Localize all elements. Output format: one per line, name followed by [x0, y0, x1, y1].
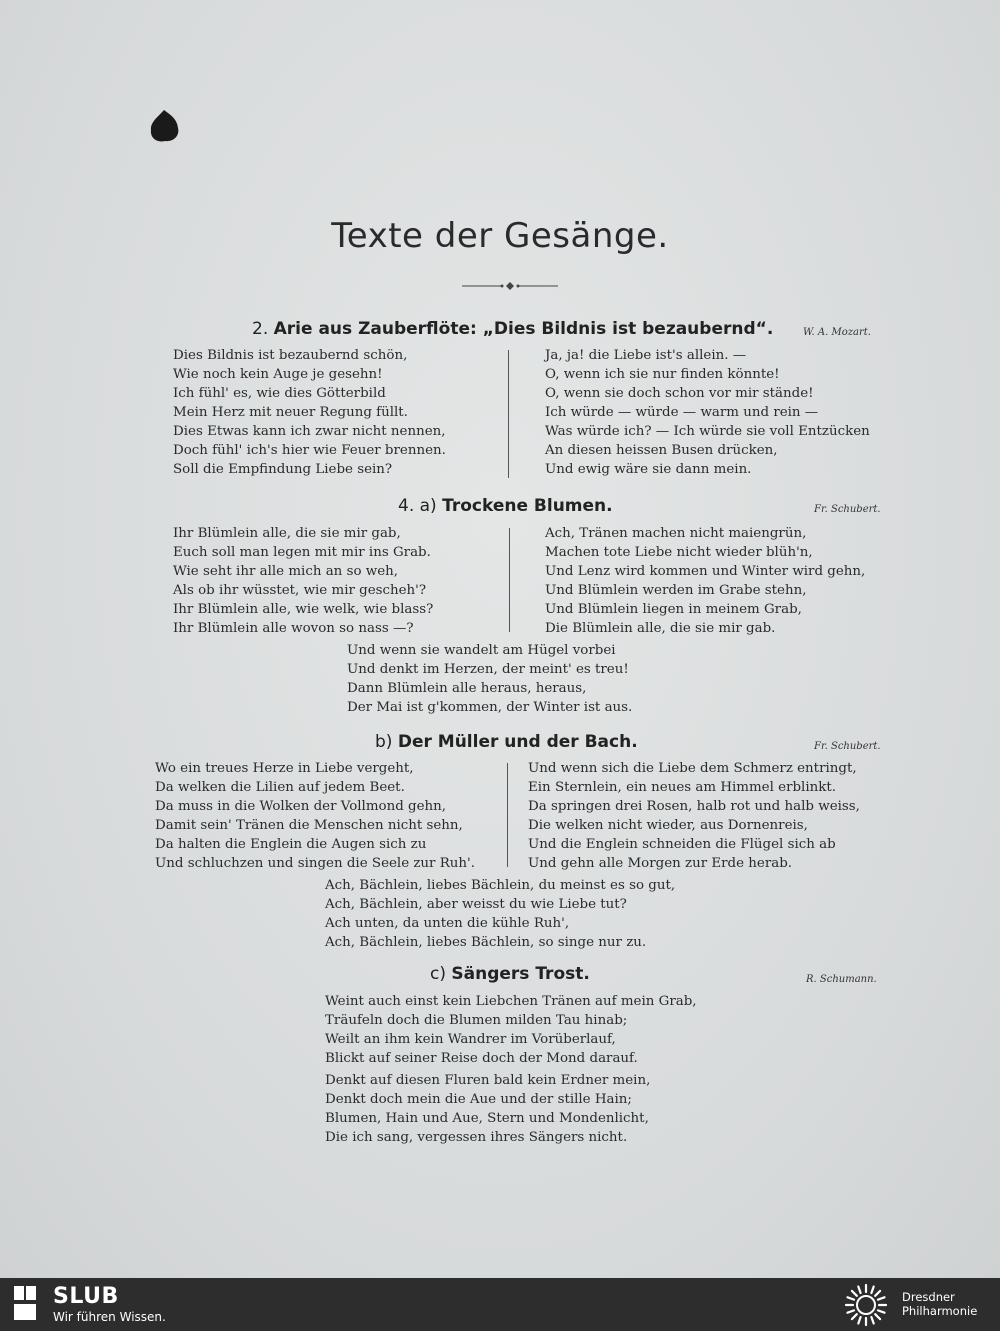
verse-line: Damit sein' Tränen die Menschen nicht sehn, — [155, 818, 463, 833]
section-title: Sängers Trost. — [451, 964, 590, 984]
composer-schubert: Fr. Schubert. — [814, 504, 881, 515]
verse-line: Und die Englein schneiden die Flügel sich ab — [528, 837, 836, 852]
column-divider — [508, 350, 509, 478]
verse-line: Blumen, Hain und Aue, Stern und Mondenlicht, — [325, 1111, 649, 1126]
verse-line: Ein Sternlein, ein neues am Himmel erblinkt. — [528, 780, 836, 795]
section-title: Der Müller und der Bach. — [397, 732, 638, 752]
trockene-center-stanza — [347, 641, 632, 717]
verse-line: Machen tote Liebe nicht wieder blüh'n, — [545, 545, 813, 560]
verse-line: Ihr Blümlein alle, wie welk, wie blass? — [173, 602, 434, 617]
arie-left-column — [173, 346, 446, 479]
verse-line: Da muss in die Wolken der Vollmond gehn, — [155, 799, 447, 814]
verse-line: Der Mai ist g'kommen, der Winter ist aus. — [347, 700, 633, 715]
verse-line: Blickt auf seiner Reise doch der Mond darauf. — [325, 1051, 638, 1066]
section-prefix: a) — [419, 496, 437, 516]
composer-schubert: Fr. Schubert. — [814, 741, 881, 752]
verse-line: Ja, ja! die Liebe ist's allein. — — [545, 348, 747, 363]
verse-line: O, wenn sie doch schon vor mir stände! — [545, 386, 814, 401]
verse-line: Ach, Bächlein, liebes Bächlein, so singe nur zu. — [325, 935, 647, 950]
verse-line: Dies Bildnis ist bezaubernd schön, — [173, 348, 408, 363]
verse-line: Ach unten, da unten die kühle Ruh', — [325, 916, 570, 931]
verse-line: Ach, Tränen machen nicht maiengrün, — [545, 526, 807, 541]
section-heading-saenger — [430, 964, 590, 984]
verse-line: Als ob ihr wüsstet, wie mir gescheh'? — [173, 583, 427, 598]
trockene-left-column — [173, 524, 433, 638]
verse-line: Und Blümlein werden im Grabe stehn, — [545, 583, 807, 598]
slub-name: SLUB — [53, 1284, 119, 1309]
section-title: Arie aus Zauberflöte: „Dies Bildnis ist bezaubernd“. — [273, 319, 774, 339]
section-prefix: b) — [375, 732, 393, 752]
verse-line: Dies Etwas kann ich zwar nicht nennen, — [173, 424, 446, 439]
verse-line: Da springen drei Rosen, halb rot und halb weiss, — [528, 799, 860, 814]
footer-bar — [0, 1278, 1000, 1331]
mueller-left-column — [155, 759, 475, 873]
philharmonie-line-1: Dresdner — [902, 1290, 955, 1304]
verse-line: Euch soll man legen mit mir ins Grab. — [173, 545, 431, 560]
ink-blot-icon — [147, 108, 181, 144]
verse-line: Ich fühl' es, wie dies Götterbild — [173, 386, 386, 401]
title-ornament-icon — [462, 281, 558, 291]
verse-line: Und Lenz wird kommen und Winter wird gehn, — [545, 564, 866, 579]
section-number: 2. — [252, 319, 269, 339]
verse-line: Und Blümlein liegen in meinem Grab, — [545, 602, 802, 617]
philharmonie-line-2: Philharmonie — [902, 1304, 978, 1318]
verse-line: Die welken nicht wieder, aus Dornenreis, — [528, 818, 808, 833]
verse-line: Ach, Bächlein, aber weisst du wie Liebe tut? — [325, 897, 627, 912]
verse-line: Die Blümlein alle, die sie mir gab. — [545, 621, 776, 636]
verse-line: Weilt an ihm kein Wandrer im Vorüberlauf, — [325, 1032, 616, 1047]
section-heading-mueller — [375, 732, 638, 752]
verse-line: Da halten die Englein die Augen sich zu — [155, 837, 427, 852]
verse-line: O, wenn ich sie nur finden könnte! — [545, 367, 780, 382]
section-prefix: c) — [430, 964, 446, 984]
section-title: Trockene Blumen. — [442, 496, 613, 516]
verse-line: Träufeln doch die Blumen milden Tau hinab; — [325, 1013, 628, 1028]
verse-line: Da welken die Lilien auf jedem Beet. — [155, 780, 405, 795]
verse-line: Die ich sang, vergessen ihres Sängers nicht. — [325, 1130, 628, 1145]
page-title: Texte der Gesänge. — [331, 216, 669, 256]
column-divider — [509, 528, 510, 632]
slub-logo-icon — [14, 1286, 44, 1320]
verse-line: Und gehn alle Morgen zur Erde herab. — [528, 856, 793, 871]
verse-line: Ich würde — würde — warm und rein — — [545, 405, 819, 420]
verse-line: Soll die Empfindung Liebe sein? — [173, 462, 393, 477]
trockene-right-column — [545, 524, 865, 638]
composer-schumann: R. Schumann. — [806, 974, 877, 985]
verse-line: Was würde ich? — Ich würde sie voll Entzücken — [545, 424, 870, 439]
section-heading-arie — [252, 319, 773, 339]
verse-line: Ach, Bächlein, liebes Bächlein, du meinst es so gut, — [325, 878, 676, 893]
verse-line: Wie noch kein Auge je gesehn! — [173, 367, 383, 382]
verse-line: Wo ein treues Herze in Liebe vergeht, — [155, 761, 414, 776]
verse-line: Mein Herz mit neuer Regung füllt. — [173, 405, 408, 420]
verse-line: Weint auch einst kein Liebchen Tränen auf mein Grab, — [325, 994, 697, 1009]
verse-line: Wie seht ihr alle mich an so weh, — [173, 564, 399, 579]
verse-line: Und denkt im Herzen, der meint' es treu! — [347, 662, 629, 677]
section-heading-trockene — [398, 496, 613, 516]
verse-line: Denkt auf diesen Fluren bald kein Erdner mein, — [325, 1073, 651, 1088]
verse-line: Und schluchzen und singen die Seele zur Ruh'. — [155, 856, 475, 871]
column-divider — [507, 763, 508, 867]
mueller-right-column — [528, 759, 860, 873]
verse-line: Und wenn sie wandelt am Hügel vorbei — [347, 643, 616, 658]
verse-line: Ihr Blümlein alle, die sie mir gab, — [173, 526, 401, 541]
verse-line: An diesen heissen Busen drücken, — [545, 443, 778, 458]
verse-line: Denkt doch mein die Aue und der stille Hain; — [325, 1092, 632, 1107]
philharmonie-logo-icon — [842, 1281, 890, 1329]
slub-tagline: Wir führen Wissen. — [53, 1310, 166, 1324]
arie-right-column — [545, 346, 870, 479]
saenger-stanza-2 — [325, 1071, 650, 1147]
composer-mozart: W. A. Mozart. — [803, 327, 871, 338]
saenger-stanza-1 — [325, 992, 697, 1068]
verse-line: Und ewig wäre sie dann mein. — [545, 462, 752, 477]
verse-line: Doch fühl' ich's hier wie Feuer brennen. — [173, 443, 446, 458]
verse-line: Dann Blümlein alle heraus, heraus, — [347, 681, 587, 696]
philharmonie-name — [902, 1290, 977, 1318]
mueller-center-stanza — [325, 876, 675, 952]
verse-line: Und wenn sich die Liebe dem Schmerz entringt, — [528, 761, 857, 776]
verse-line: Ihr Blümlein alle wovon so nass —? — [173, 621, 414, 636]
section-number: 4. — [398, 496, 415, 516]
